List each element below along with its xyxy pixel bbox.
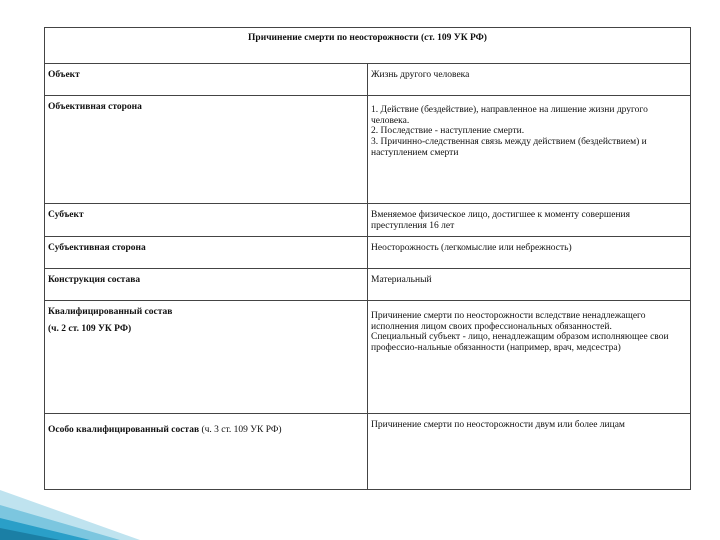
row-label-subject: Субъект (45, 204, 368, 237)
qualified-line-2: Специальный субъект - лицо, ненадлежащим образом исполняющее свои профессио-нальные обязанности (например, врач, медсестра) (371, 332, 669, 353)
objective-line-1: 1. Действие (бездействие), направленное на лишение жизни другого человека. (371, 105, 648, 126)
row-label-subjective-side: Субъективная сторона (45, 237, 368, 269)
row-label-qualified (45, 301, 368, 414)
row-value-object: Жизнь другого человека (368, 64, 691, 96)
crime-table (44, 27, 691, 490)
objective-line-2: 2. Последствие - наступление смерти. (371, 126, 525, 137)
especially-qualified-label-2: (ч. 3 ст. 109 УК РФ) (201, 425, 282, 435)
objective-line-3: 3. Причинно-следственная связь между действием (бездействием) и наступлением смерти (371, 136, 647, 158)
row-value-construction: Материальный (368, 269, 691, 301)
table-title: Причинение смерти по неосторожности (ст. 109 УК РФ) (45, 28, 691, 64)
row-value-subject: Вменяемое физическое лицо, достигшее к моменту совершения преступления 16 лет (368, 204, 691, 237)
qualified-label-line-1: Квалифицированный состав (48, 307, 173, 317)
row-label-construction: Конструкция состава (45, 269, 368, 301)
row-value-especially-qualified: Причинение смерти по неосторожности двум или более лицам (368, 414, 691, 490)
row-label-especially-qualified (45, 414, 368, 490)
row-value-objective-side (368, 96, 691, 204)
qualified-line-1: Причинение смерти по неосторожности вследствие ненадлежащего исполнения лицом своих профессиональных обязанностей. (371, 311, 646, 332)
qualified-label-line-2: (ч. 2 ст. 109 УК РФ) (48, 323, 132, 334)
row-value-qualified (368, 301, 691, 414)
especially-qualified-label: Особо квалифицированный состав (48, 425, 200, 435)
row-label-object: Объект (45, 64, 368, 96)
row-value-subjective-side: Неосторожность (легкомыслие или небрежность) (368, 237, 691, 269)
row-label-objective-side: Объективная сторона (45, 96, 368, 204)
